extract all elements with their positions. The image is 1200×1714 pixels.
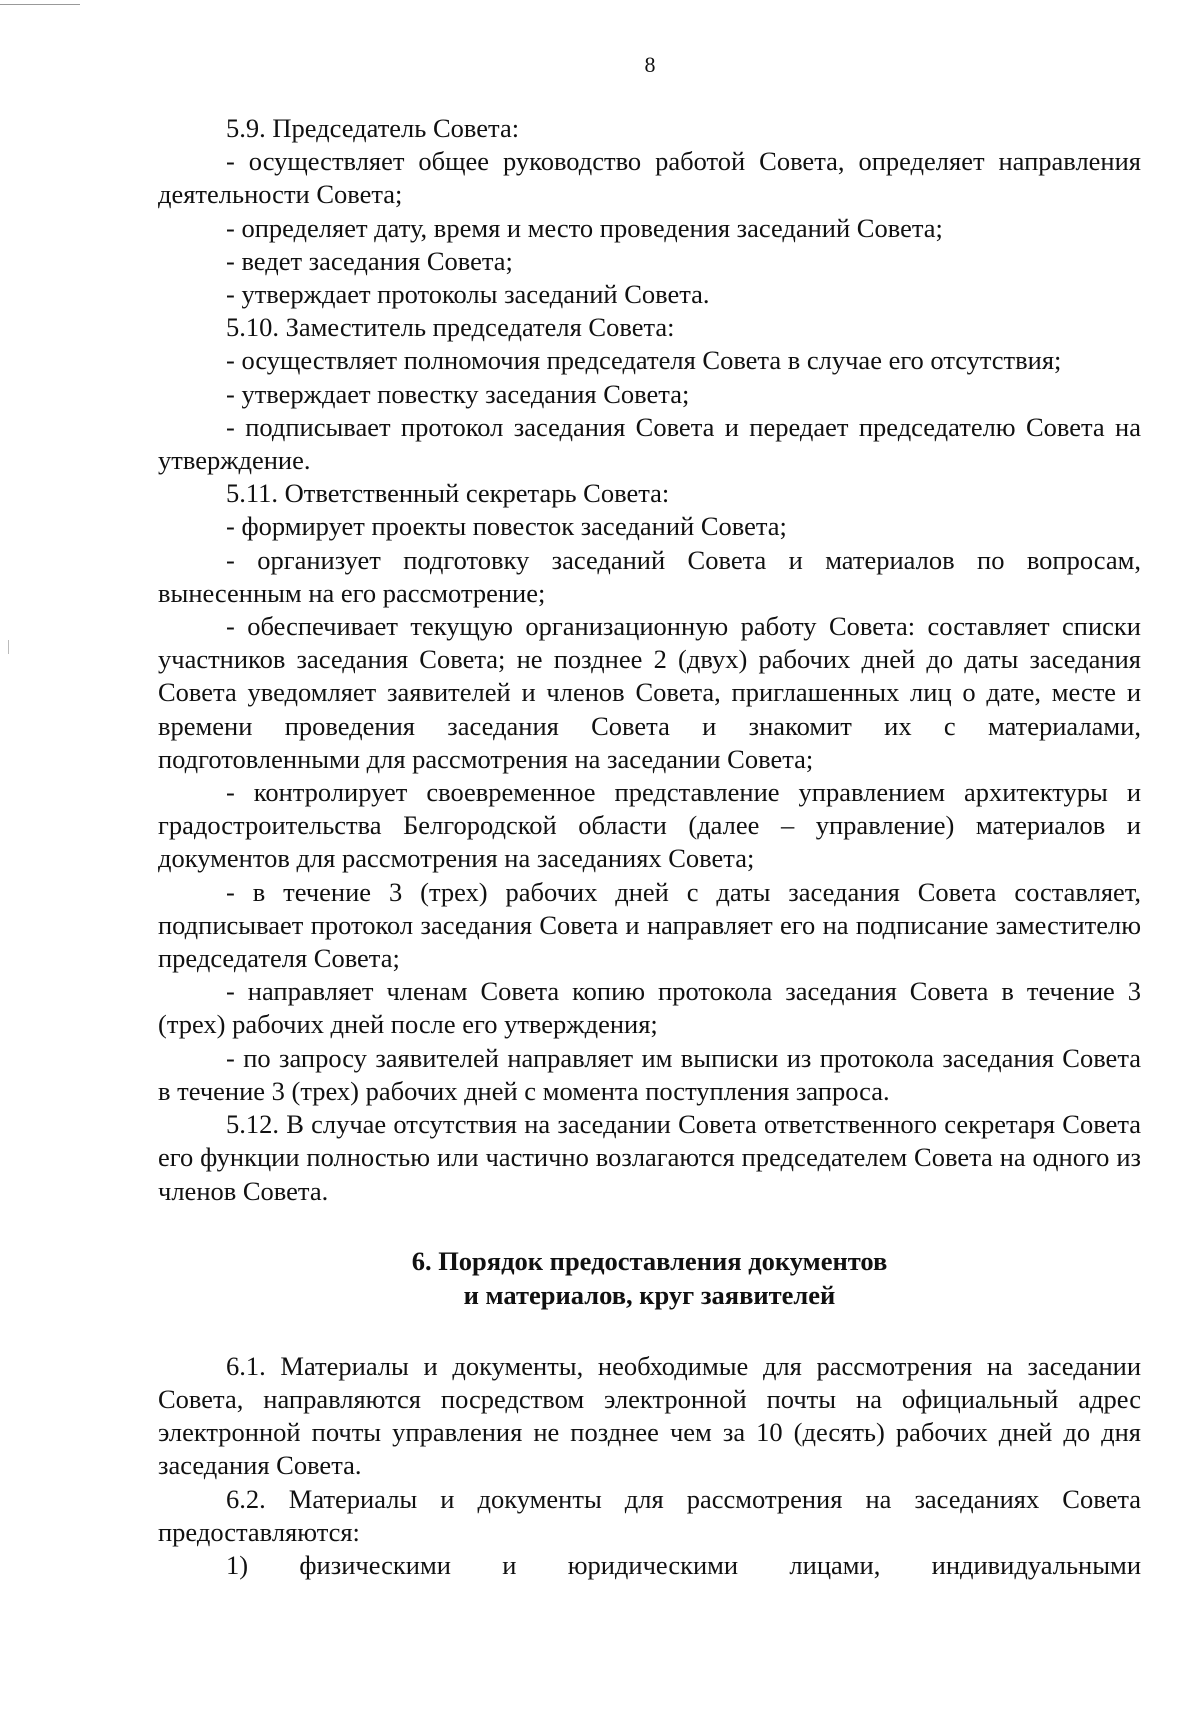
clause-5-10-item: - подписывает протокол заседания Совета и передает председателю Совета на утверждение. bbox=[158, 411, 1141, 476]
clause-5-11-item: - организует подготовку заседаний Совета и материалов по вопросам, вынесенным на его рассмотрение; bbox=[158, 544, 1141, 608]
clause-6-2: 6.2. Материалы и документы для рассмотрения на заседаниях Совета предоставляются: bbox=[158, 1483, 1141, 1547]
clause-5-11-item: - в течение 3 (трех) рабочих дней с даты заседания Совета составляет, подписывает протокол заседания Совета и направляет его на подписание заместителю председателя Совета; bbox=[158, 876, 1141, 974]
clause-5-9-item: - определяет дату, время и место проведения заседаний Совета; bbox=[226, 212, 943, 243]
scan-artifact-left bbox=[8, 640, 9, 654]
clause-5-12: 5.12. В случае отсутствия на заседании Совета ответственного секретаря Совета его функции полностью или частично возлагаются председателем Совета на одного из членов Совета. bbox=[158, 1109, 1141, 1206]
clause-5-11-item: - обеспечивает текущую организационную работу Совета: составляет списки участников заседания Совета; не позднее 2 (двух) рабочих дней до даты заседания Совета уведомляет заявителей и членов Совета, приглашенных лиц о дате, месте и времени проведения заседания Совета и знакомит их с материалами, подготовленными для рассмотрения на заседании Совета; bbox=[158, 611, 1141, 774]
clause-6-1: 6.1. Материалы и документы, необходимые для рассмотрения на заседании Совета, направляются посредством электронной почты на официальный адрес электронной почты управления не позднее чем за 10 (десять) рабочих дней до дня заседания Совета. bbox=[158, 1350, 1141, 1481]
scan-artifact-top bbox=[0, 4, 80, 5]
clause-5-11-item: - формирует проекты повесток заседаний Совета; bbox=[226, 511, 787, 542]
clause-5-11-item: - по запросу заявителей направляет им выписки из протокола заседания Совета в течение 3 (трех) рабочих дней с момента поступления запроса. bbox=[158, 1042, 1141, 1106]
page-number: 8 bbox=[644, 52, 656, 77]
section-6-heading-line-2: и материалов, круг заявителей bbox=[463, 1279, 836, 1310]
clause-6-2-item-1: 1) физическими и юридическими лицами, индивидуальными bbox=[226, 1549, 1141, 1580]
clause-5-11-item: - контролирует своевременное представление управлением архитектуры и градостроительства Белгородской области (далее – управление) материалов и документов для рассмотрения на заседаниях Совета; bbox=[158, 777, 1141, 874]
clause-5-10-title: 5.10. Заместитель председателя Совета: bbox=[226, 312, 675, 343]
clause-5-9-item: - утверждает протоколы заседаний Совета. bbox=[226, 279, 710, 310]
clause-5-9-item: - осуществляет общее руководство работой Совета, определяет направления деятельности Совета; bbox=[158, 146, 1141, 210]
document-body bbox=[158, 112, 1141, 1582]
clause-5-10-item: - осуществляет полномочия председателя Совета в случае его отсутствия; bbox=[226, 345, 1062, 376]
section-6-heading-line-1: 6. Порядок предоставления документов bbox=[411, 1245, 888, 1276]
clause-5-11-title: 5.11. Ответственный секретарь Совета: bbox=[226, 478, 670, 509]
clause-5-10-item: - утверждает повестку заседания Совета; bbox=[226, 378, 690, 409]
clause-5-9-item: - ведет заседания Совета; bbox=[226, 245, 513, 276]
clause-5-9-title: 5.9. Председатель Совета: bbox=[226, 113, 520, 143]
clause-5-11-item: - направляет членам Совета копию протокола заседания Совета в течение 3 (трех) рабочих дней после его утверждения; bbox=[158, 976, 1141, 1040]
section-6-heading bbox=[158, 1244, 1141, 1312]
